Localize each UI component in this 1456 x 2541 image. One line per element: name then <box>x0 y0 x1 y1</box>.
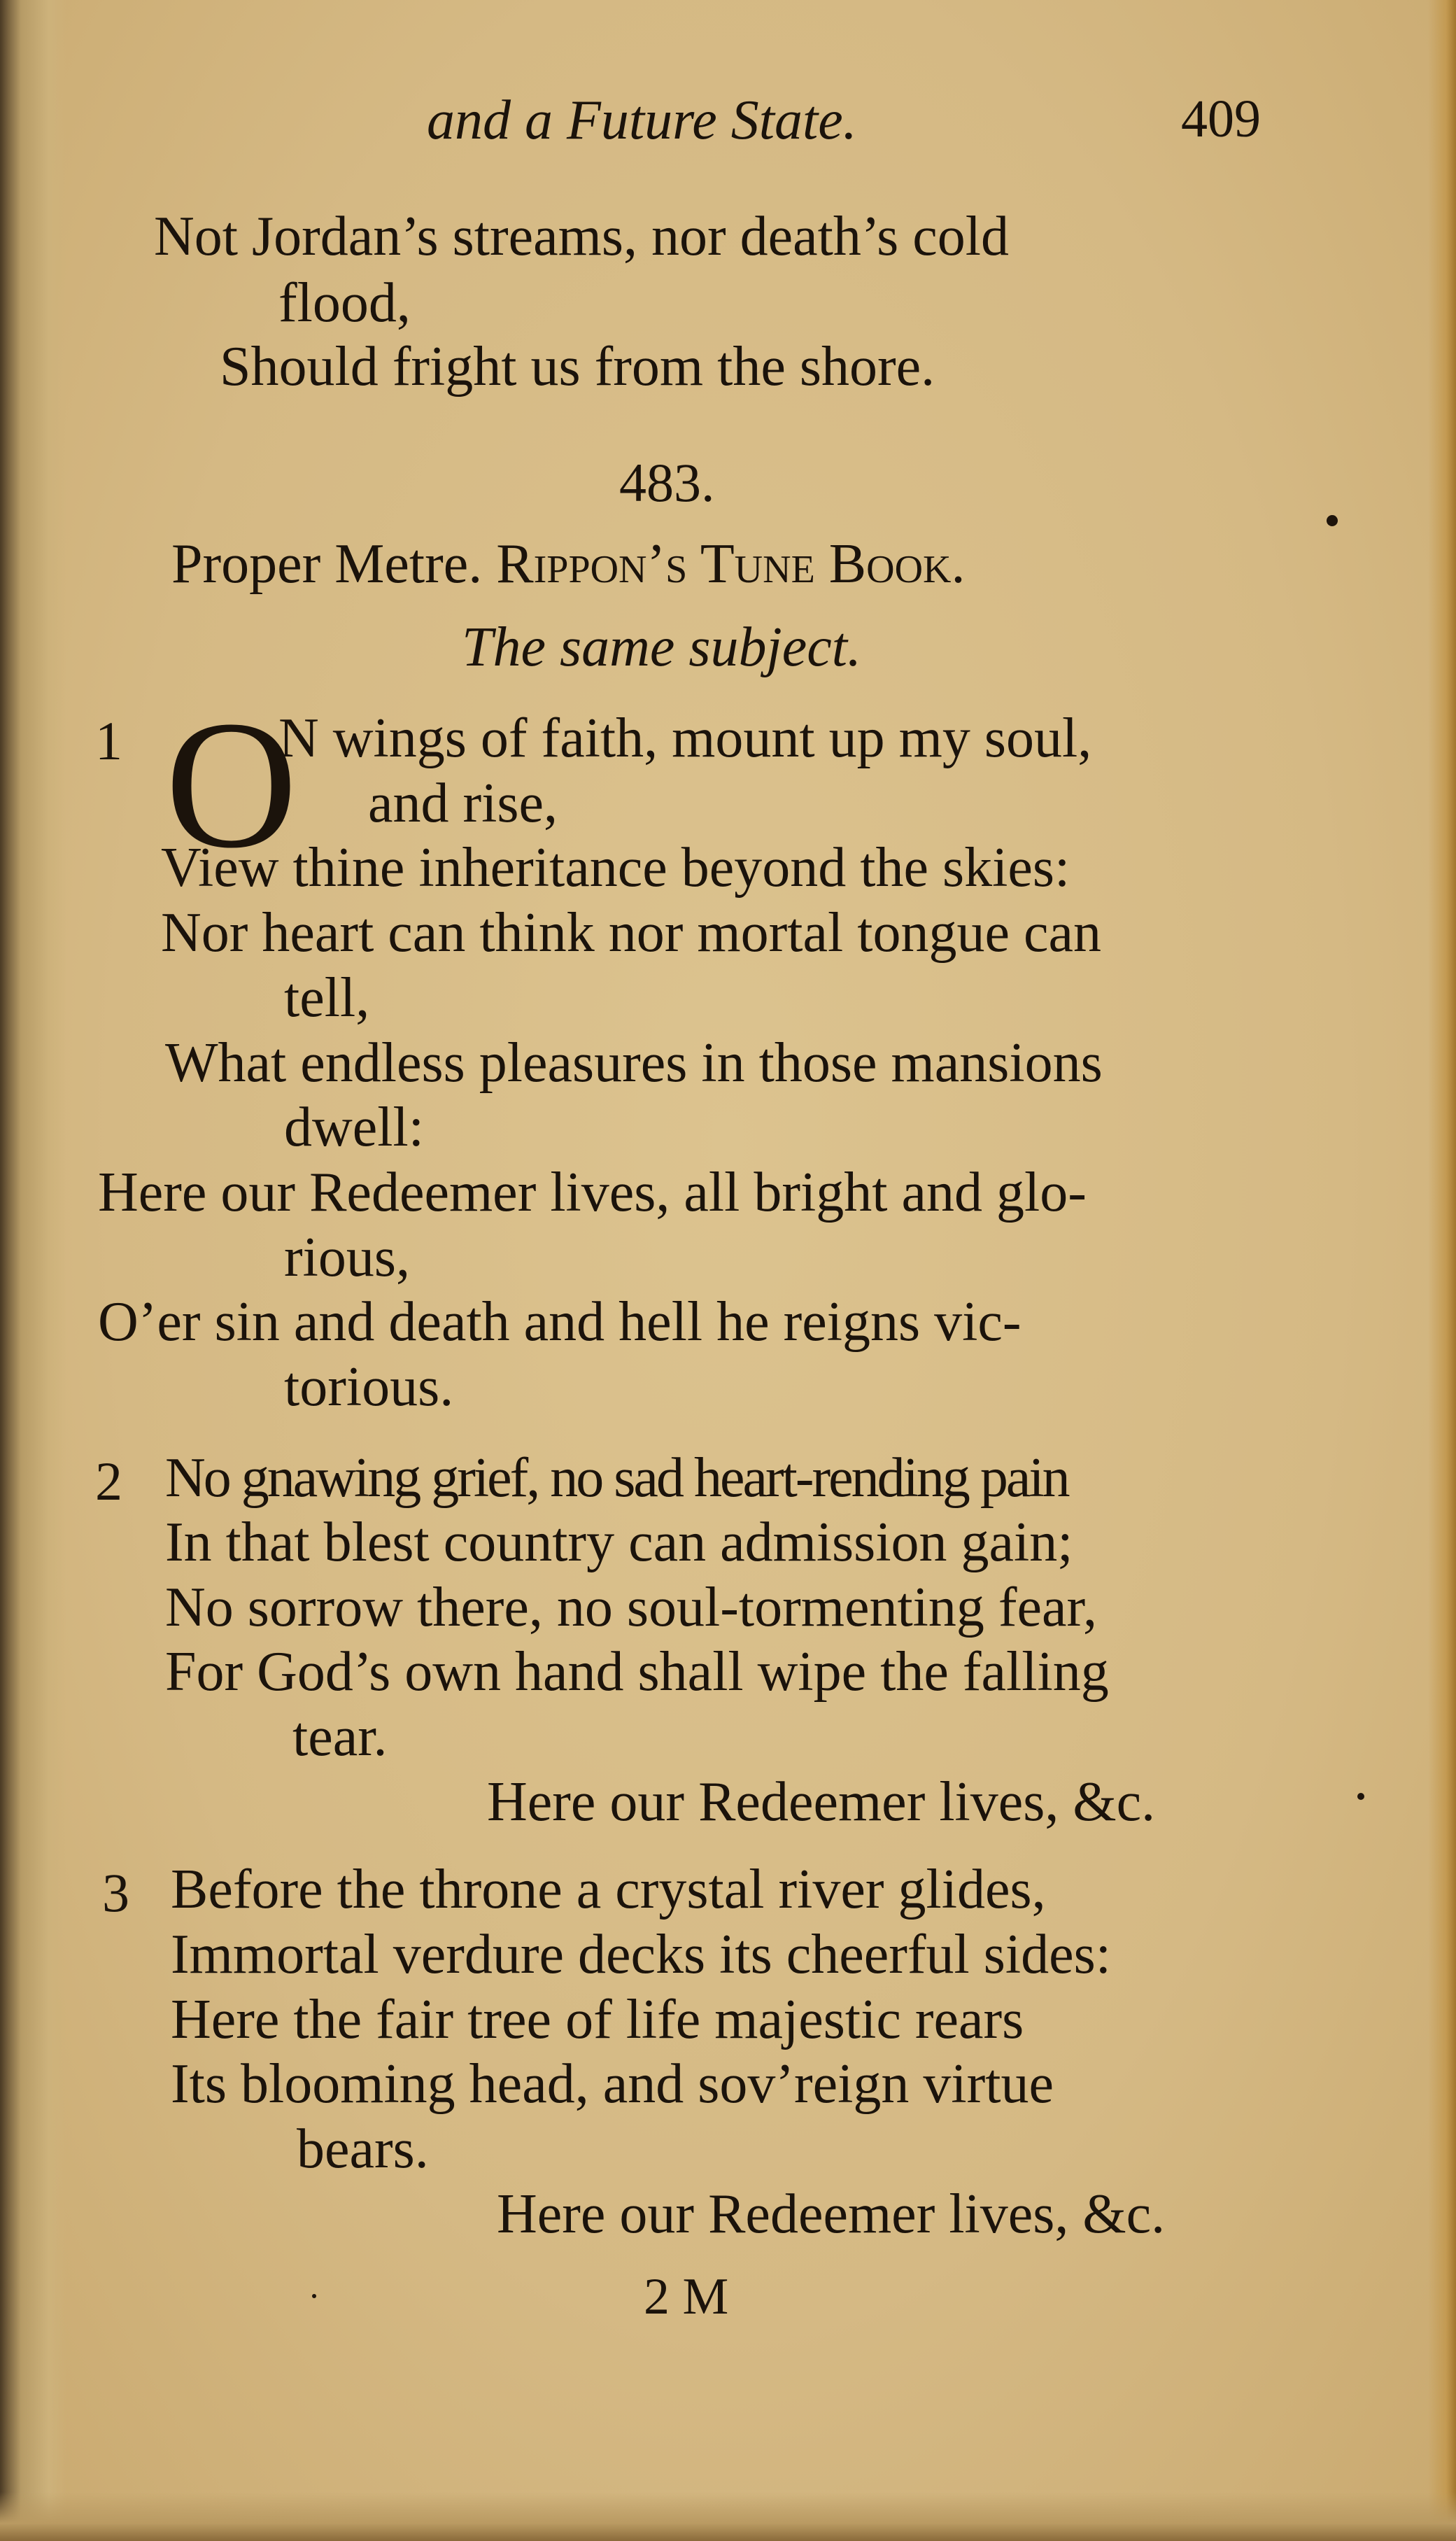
stanza-line: dwell: <box>284 1097 424 1158</box>
chorus-line: O’er sin and death and hell he reigns vic- <box>98 1291 1022 1353</box>
page-edge-right <box>1428 0 1456 2541</box>
previous-hymn-line: Should fright us from the shore. <box>220 336 935 397</box>
meter-label: Proper Metre. <box>171 533 483 595</box>
ink-speck <box>1327 515 1338 526</box>
stanza-line: No gnawing grief, no sad heart-rending pain <box>165 1447 1068 1509</box>
refrain-line: Here our Redeemer lives, &c. <box>487 1771 1156 1833</box>
signature-mark: 2 M <box>644 2268 729 2325</box>
tune-source: Rippon’s Tune Book. <box>496 533 966 595</box>
stanza-line: What endless pleasures in those mansions <box>165 1032 1103 1094</box>
refrain-line: Here our Redeemer lives, &c. <box>497 2183 1166 2245</box>
previous-hymn-line: flood, <box>278 272 411 334</box>
hymn-subject: The same subject. <box>462 617 862 678</box>
stanza-line: and rise, <box>368 773 558 834</box>
hymn-number: 483. <box>619 452 715 513</box>
stanza-line: N wings of faith, mount up my soul, <box>278 708 1092 769</box>
chorus-line: rious, <box>284 1227 410 1288</box>
stanza-number: 2 <box>95 1451 122 1512</box>
stanza-line: Here the fair tree of life majestic rears <box>171 1989 1024 2050</box>
drop-cap: O <box>165 683 298 886</box>
stanza-line: View thine inheritance beyond the skies: <box>161 837 1070 899</box>
stanza-line: No sorrow there, no soul-tormenting fear, <box>165 1577 1097 1638</box>
stanza-line: tear. <box>292 1706 388 1768</box>
page-number: 409 <box>1181 90 1261 148</box>
stanza-line: Before the throne a crystal river glides, <box>171 1859 1046 1920</box>
stanza-line: Its blooming head, and sov’reign virtue <box>171 2053 1054 2115</box>
meter-line <box>171 533 966 595</box>
stanza-line: bears. <box>297 2118 429 2180</box>
previous-hymn-line: Not Jordan’s streams, nor death’s cold <box>154 206 1009 267</box>
stanza-line: Nor heart can think nor mortal tongue can <box>161 902 1101 964</box>
stanza-line: tell, <box>284 967 370 1029</box>
page-edge-bottom <box>0 2492 1456 2541</box>
ink-speck <box>1357 1793 1364 1800</box>
stanza-line: In that blest country can admission gain; <box>165 1512 1073 1573</box>
stanza-number: 1 <box>95 710 122 771</box>
stanza-line: For God’s own hand shall wipe the falling <box>165 1641 1109 1703</box>
chorus-line: Here our Redeemer lives, all bright and glo- <box>98 1162 1087 1223</box>
running-title: and a Future State. <box>427 90 857 151</box>
ink-speck <box>312 2294 316 2298</box>
page-gutter-shadow <box>0 0 66 2541</box>
stanza-line: Immortal verdure decks its cheerful sides: <box>171 1924 1111 1985</box>
chorus-line: torious. <box>284 1356 454 1418</box>
stanza-number: 3 <box>102 1862 129 1923</box>
